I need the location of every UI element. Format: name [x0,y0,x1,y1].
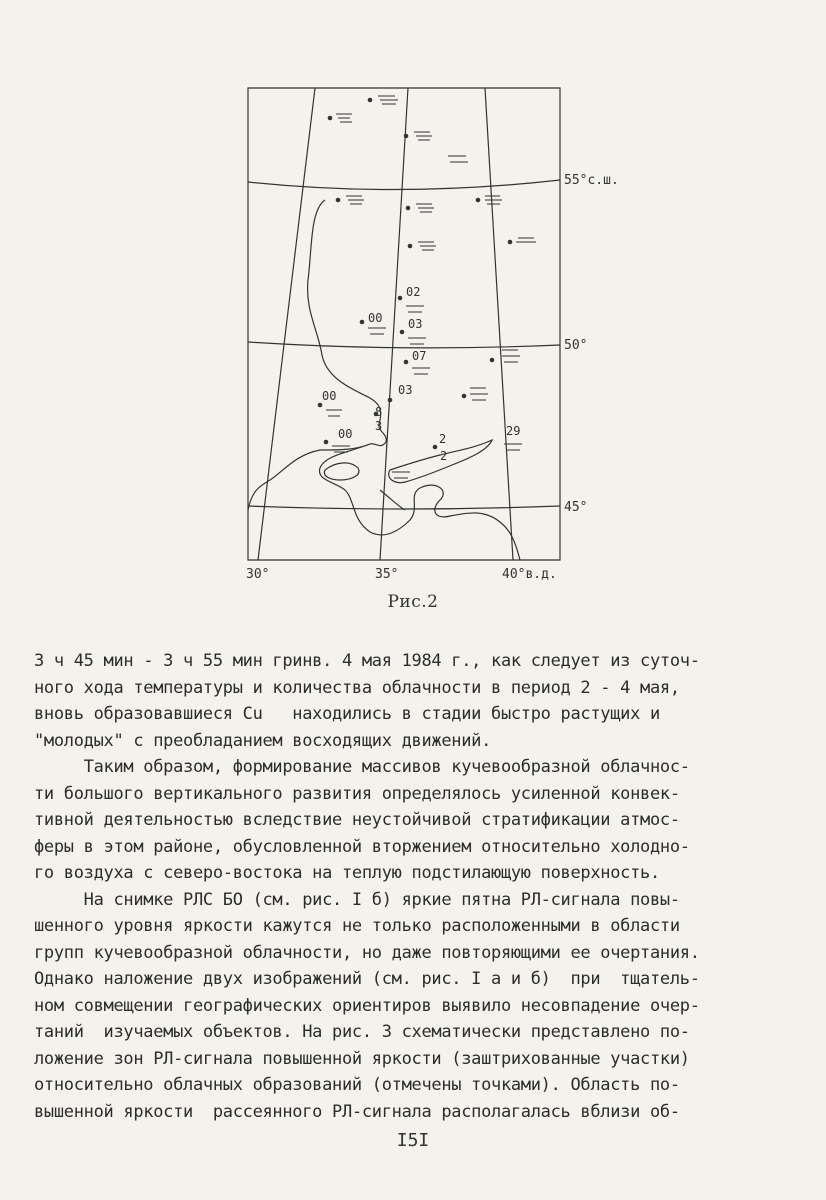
latitude-label-50: 50° [564,338,588,353]
latitude-label-45: 45° [564,500,588,515]
longitude-label-35: 35° [375,567,399,582]
cloud-symbol [328,114,352,122]
page-number: I5I [396,1130,430,1151]
longitude-label-40: 40°в.д. [502,567,557,582]
cloud-symbol [368,96,398,104]
synoptic-map [230,70,619,590]
text-line: "молодых" с преобладанием восходящих движений. [34,730,492,751]
text-line: феры в этом районе, обусловленной вторжением относительно холодно- [34,836,690,857]
text-line: Однако наложение двух изображений (см. рис. I а и б) при тщатель- [34,969,700,989]
cloud-symbol [388,398,392,402]
text-line: тивной деятельностью вследствие неустойчивой стратификации атмос- [34,810,680,830]
cloud-symbol [448,156,468,162]
station-code: 2 [439,432,447,446]
crimea-outline [324,463,359,480]
longitude-line-35 [380,88,408,560]
station-code: 03 [398,383,413,397]
station-code: 02 [406,285,421,299]
text-line: ного хода температуры и количества облачности в период 2 - 4 мая, [34,677,680,698]
station-code: 2 [440,449,448,463]
text-line: На снимке РЛС БО (см. рис. I б) яркие пятна РЛ-сигнала повы- [34,889,680,910]
station-code: 00 [322,389,337,403]
cloud-symbol [462,388,488,400]
station-code: 29 [506,424,521,438]
cloud-symbol [490,350,520,362]
longitude-line-30 [258,88,315,560]
text-line: вновь образовавшиеся Cu находились в стадии быстро растущих и [34,704,660,724]
text-line: вышенной яркости рассеянного РЛ-сигнала располагалась вблизи об- [34,1101,680,1122]
station-code: 3 [375,419,383,433]
cloud-symbol [408,242,436,250]
longitude-line-40 [485,88,513,560]
coastline [248,200,386,510]
text-line: ложение зон РЛ-сигнала повышенной яркости (заштрихованные участки) [34,1048,690,1069]
station-code: 07 [412,349,427,363]
station-code: 03 [408,317,423,331]
station-code: 00 [338,427,353,441]
body-text [34,648,814,1125]
station-code: 00 [368,311,383,325]
text-line: относительно облачных образований (отмечены точками). Область по- [34,1075,680,1095]
text-line: го воздуха с северо-востока на теплую подстилающую поверхность. [34,863,660,883]
cloud-symbol [404,132,432,140]
text-line: Таким образом, формирование массивов кучевообразной облачнос- [34,757,690,777]
latitude-line-50 [248,342,560,348]
text-line: ном совмещении географических ориентиров выявило несовпадение очер- [34,995,700,1016]
longitude-label-30: 30° [246,567,270,582]
sea-outline [319,444,520,560]
figure-caption: Рис.2 [387,592,439,612]
cloud-symbol [318,403,342,416]
latitude-line-55 [248,180,560,190]
cloud-symbol [508,238,536,244]
text-line: таний изучаемых объектов. На рис. 3 схематически представлено по- [34,1022,690,1042]
cloud-symbol [392,472,410,478]
latitude-line-45 [248,506,560,509]
text-line: шенного уровня яркости кажутся не только расположенными в области [34,916,680,936]
text-line: групп кучевообразной облачности, но даже повторяющими ее очертания. [34,942,700,963]
cloud-symbol [433,445,437,449]
cloud-symbol [476,196,502,204]
cloud-symbol [406,204,434,212]
text-line: ти большого вертикального развития определялось усиленной конвек- [34,783,680,804]
cloud-symbol [336,196,364,204]
station-code: 8 [375,405,383,419]
latitude-label-55: 55°с.ш. [564,173,619,188]
cloud-symbol [400,330,426,344]
text-line: 3 ч 45 мин - 3 ч 55 мин гринв. 4 мая 1984 г., как следует из суточ- [34,651,700,671]
